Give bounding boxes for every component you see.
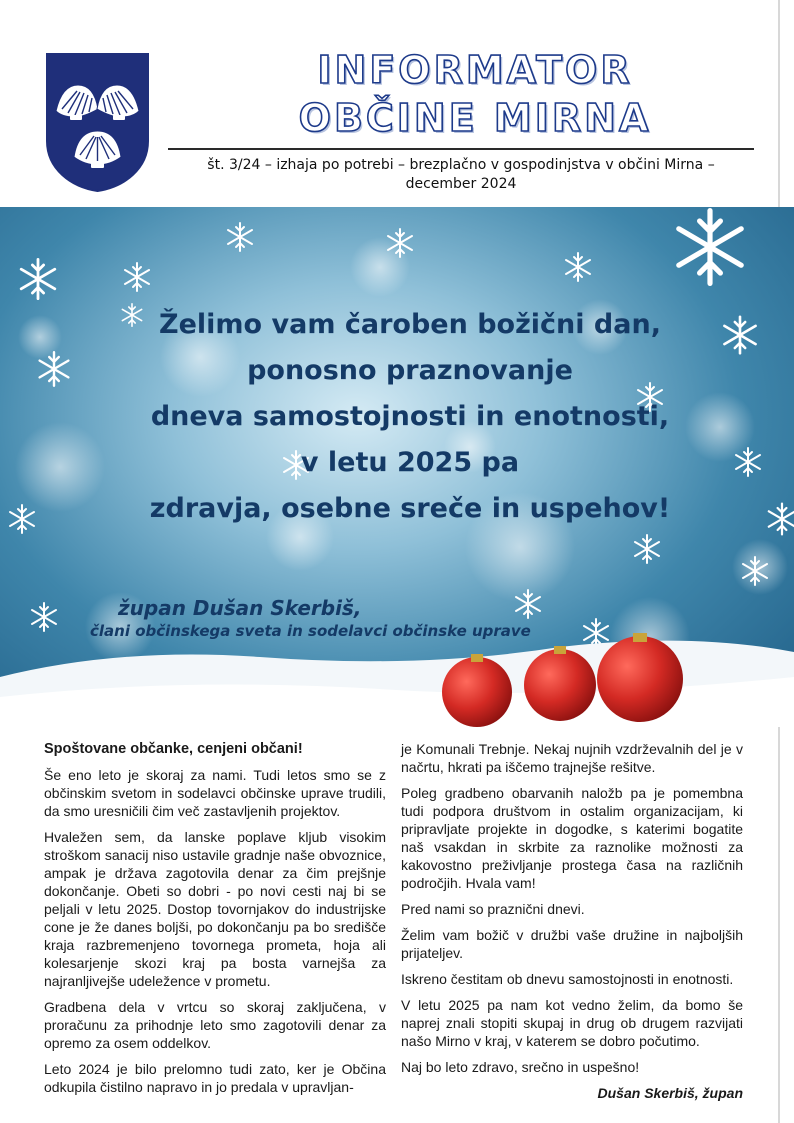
article-paragraph: Leto 2024 je bilo prelomno tudi zato, ker je Občina odkupila čistilno napravo in jo predala v upravljan- — [44, 1061, 386, 1095]
christmas-greeting-banner — [0, 207, 794, 727]
article-heading: Spoštovane občanke, cenjeni občani! — [44, 741, 303, 757]
newsletter-title — [250, 46, 700, 142]
article-paragraph: Poleg gradbeno obarvanih naložb pa je pomembna tudi podpora društvom in ostalim organizacijam, ki pripravljate projekte in dogodke, s katerimi bogatite naš vsakdan in skrbite za raznolike možnosti za kakovostno preživljanje prostega časa na različnih področjih. Hvala vam! — [401, 785, 743, 891]
header-divider — [168, 148, 754, 150]
issue-info — [168, 156, 754, 194]
article-paragraph: Iskreno čestitam ob dnevu samostojnosti in enotnosti. — [401, 971, 734, 987]
issue-info-line-1: št. 3/24 – izhaja po potrebi – brezplačno v gospodinjstva v občini Mirna – — [207, 157, 715, 173]
greeting-line: Želimo vam čaroben božični dan, — [159, 309, 661, 340]
title-line-1: INFORMATOR — [317, 48, 633, 92]
christmas-ornament-icon — [442, 633, 683, 727]
greeting-line: zdravja, osebne sreče in uspehov! — [149, 493, 671, 524]
article-paragraph: Naj bo leto zdravo, srečno in uspešno! — [401, 1059, 640, 1075]
greeting-line: ponosno praznovanje — [247, 355, 573, 386]
greeting-line: dneva samostojnosti in enotnosti, — [150, 401, 670, 432]
article-paragraph: Gradbena dela v vrtcu so skoraj zaključena, v proračunu za prihodnje leto smo zagotovili denar za opremo za osem oddelkov. — [44, 999, 386, 1051]
article-column-right — [401, 740, 743, 1110]
greeting-message — [110, 302, 710, 532]
article-paragraph: Želim vam božič v družbi vaše družine in najboljših prijateljev. — [401, 927, 743, 961]
signature-name: župan Dušan Skerbiš, — [118, 596, 362, 620]
article-signoff: Dušan Skerbiš, župan — [597, 1085, 743, 1101]
article-paragraph: Še eno leto je skoraj za nami. Tudi letos smo se z občinskim svetom in sodelavci občinske uprave trudili, da smo uresničili čim več zastavljenih projektov. — [44, 767, 386, 819]
issue-info-line-2: december 2024 — [405, 176, 517, 192]
article-paragraph: V letu 2025 pa nam kot vedno želim, da bomo še naprej znali stopiti skupaj in drug ob drugem razvijati našo Mirno v kraj, v katerem se dobro počutimo. — [401, 997, 743, 1049]
greeting-line: v letu 2025 pa — [300, 447, 520, 478]
municipal-crest-shell-icon — [44, 51, 151, 194]
article-paragraph: Pred nami so praznični dnevi. — [401, 901, 585, 917]
article-paragraph: je Komunali Trebnje. Nekaj nujnih vzdrževalnih del je v načrtu, hkrati pa iščemo trajnejše rešitve. — [401, 741, 743, 775]
article-paragraph: Hvaležen sem, da lanske poplave kljub visokim stroškom sanacij niso ustavile gradnje naše obvoznice, ampak je država zagotovila denar za čim prejšnje dokončanje. Obeti so dobri - po novi cesti naj bi se peljali v letu 2025. Dostop tovornjakov do industrijske cone je že danes boljši, po dokončanju pa bo središče kraja razbremenjeno tovornega prometa, hoja ali kolesarjenje skozi kraj pa bosta varnejša za najranljivejše udeležence v prometu. — [44, 829, 386, 989]
signature-subline: člani občinskega sveta in sodelavci občinske uprave — [90, 622, 531, 640]
title-line-2: OBČINE MIRNA — [298, 96, 652, 140]
greeting-signature — [90, 595, 531, 641]
article-column-left — [44, 740, 386, 1104]
